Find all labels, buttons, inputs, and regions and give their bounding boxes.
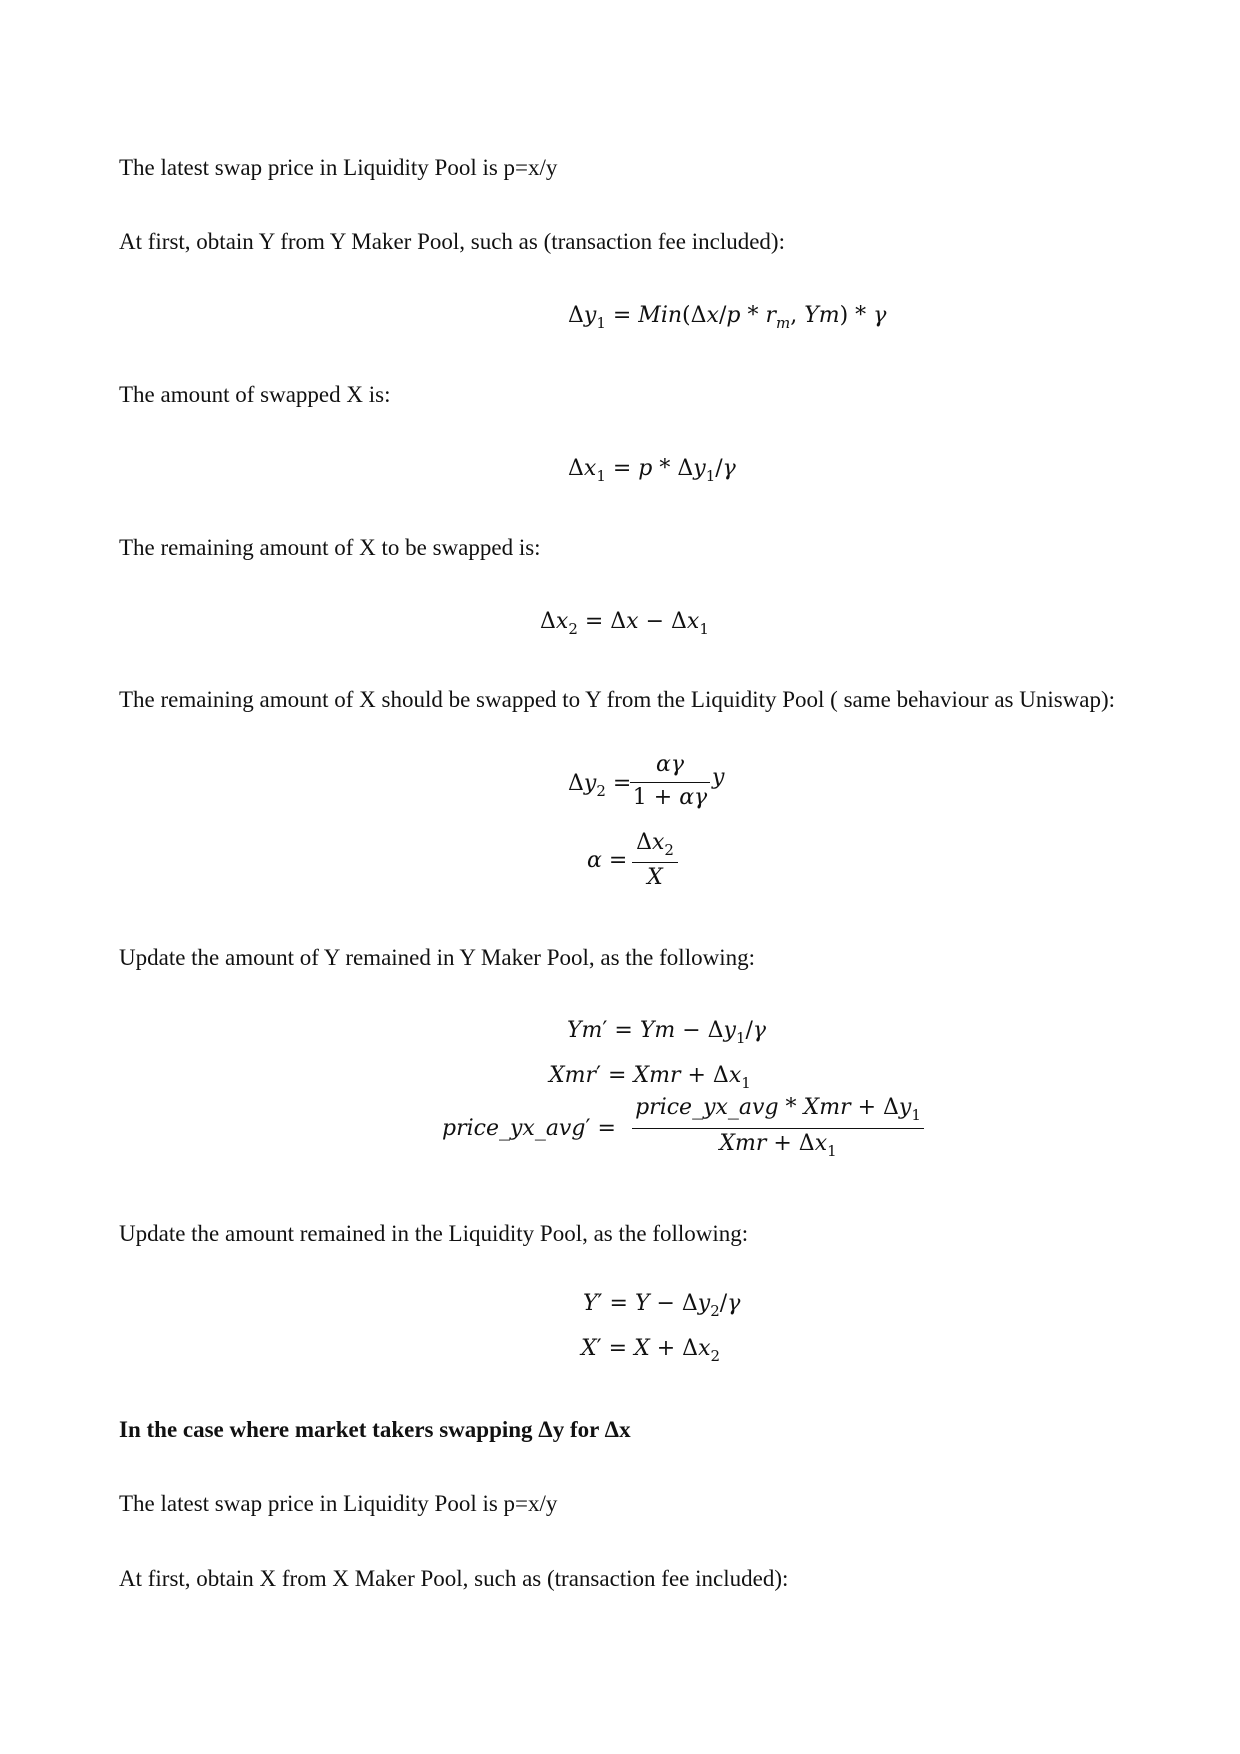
equation-xmr-prime: Xmr′ = Xmr + $\Delta x_1$ — [549, 1063, 751, 1092]
section-heading-text: In the case where market takers swapping Δy for Δx — [119, 1417, 631, 1442]
paragraph-obtain-x: At first, obtain X from X Maker Pool, such as (transaction fee included): — [119, 1566, 789, 1591]
fraction-numerator: αγ — [655, 752, 684, 777]
fraction-denominator: 1 + αγ — [632, 785, 708, 810]
fraction-denominator: X — [647, 865, 663, 890]
fraction-bar — [632, 862, 678, 863]
equation-alpha-lhs: α = — [587, 848, 628, 873]
fraction-numerator: $\Delta x_2$ — [636, 830, 674, 859]
equation-delta-x1: $\Delta x_1 = p * \Delta y_1/\gamma$ — [568, 456, 736, 485]
equation-ym-prime: $Ym' = Ym - \Delta y_1/\gamma$ — [567, 1018, 767, 1047]
paragraph-remaining-x: The remaining amount of X to be swapped is: — [119, 535, 541, 560]
fraction-denominator: Xmr + $\Delta x_1$ — [719, 1131, 837, 1160]
equation-alpha-fraction — [632, 830, 678, 890]
paragraph-swapped-x: The amount of swapped X is: — [119, 382, 391, 407]
equation-delta-y2-fraction — [630, 752, 710, 812]
paragraph-update-y-maker: Update the amount of Y remained in Y Maker Pool, as the following: — [119, 945, 755, 970]
equation-delta-y2-lhs: $\Delta y_2$ = — [568, 771, 632, 800]
equation-delta-x2: $\Delta x_2 = \Delta x - \Delta x_1$ — [540, 609, 709, 638]
equation-x-prime: $X' = X + \Delta x_2$ — [581, 1336, 721, 1365]
equation-delta-y1: $\Delta y_1 = Min(\Delta x/p * r_m$, Ym) * γ — [568, 303, 887, 332]
section-heading — [119, 1416, 631, 1444]
equation-price-avg-lhs: price_yx_avg′ = — [442, 1116, 616, 1141]
equation-price-avg-fraction — [632, 1095, 924, 1159]
fraction-numerator: price_yx_avg * Xmr + $\Delta y_1$ — [635, 1095, 921, 1124]
paragraph-liquidity-swap: The remaining amount of X should be swapped to Y from the Liquidity Pool ( same behaviour as Uniswap): — [119, 687, 1116, 712]
fraction-bar — [632, 1128, 924, 1129]
equation-y-prime: $Y' = Y - \Delta y_2/\gamma$ — [583, 1291, 741, 1320]
fraction-bar — [630, 782, 710, 783]
paragraph-update-liquidity: Update the amount remained in the Liquidity Pool, as the following: — [119, 1221, 749, 1246]
paragraph-obtain-y: At first, obtain Y from Y Maker Pool, such as (transaction fee included): — [119, 229, 785, 254]
paragraph-swap-price-2: The latest swap price in Liquidity Pool is p=x/y — [119, 1491, 558, 1516]
equation-delta-y2-y: y — [712, 765, 725, 790]
paragraph-swap-price: The latest swap price in Liquidity Pool is p=x/y — [119, 155, 558, 180]
